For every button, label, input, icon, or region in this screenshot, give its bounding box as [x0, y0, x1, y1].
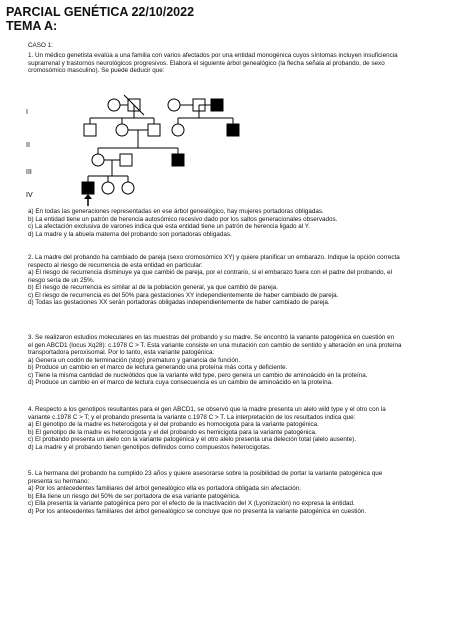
proband-arrow-icon — [84, 194, 92, 206]
q5-line: d) Por los antecedentes familiares del árbol genealógico se concluye que no presenta la variante patogénica en cuestión. — [28, 507, 367, 515]
individual-male-affected — [211, 99, 223, 111]
generation-label: II — [26, 142, 30, 149]
exam-title: PARCIAL GENÉTICA 22/10/2022 — [6, 5, 195, 19]
generation-label: I — [26, 109, 28, 116]
question-1-stem — [28, 42, 446, 75]
q2-line: 2. La madre del probando ha cambiado de pareja (sexo cromosómico XY) y quiere planificar un embarazo. Indique la opción correcta — [28, 254, 400, 261]
q5-line: b) Ella tiene un riesgo del 50% de ser portadora de esa variante patogénica. — [28, 492, 241, 500]
question-2 — [28, 254, 446, 307]
individual-male-affected — [227, 124, 239, 136]
individual-female-unaffected — [108, 99, 120, 111]
question-3 — [28, 334, 446, 387]
q5-line: c) Ella presenta la variante patogénica pero por el efecto de la inactivación del X (Lyonización) no expresa la entidad. — [28, 500, 355, 507]
q1-option-b: b) La entidad tiene un patrón de herencia autosómico recesivo dado por los saltos generacionales observados. — [28, 215, 338, 223]
question-4 — [28, 406, 446, 451]
individual-female-unaffected — [122, 182, 134, 194]
q1-line: 1. Un médico genetista evalúa a una familia con varios afectados por una entidad monogénica cuyos síntomas incluyen insuficiencia — [28, 52, 398, 59]
individual-female-unaffected — [102, 182, 114, 194]
q3-line: b) Produce un cambio en el marco de lectura generando una proteína más corta y deficiente. — [28, 364, 288, 371]
q2-line: riesgo sería de un 25%. — [28, 276, 95, 284]
individual-male-unaffected — [84, 124, 96, 136]
exam-subtitle: TEMA A: — [6, 19, 58, 33]
q5-line: presenta su hermano: — [28, 477, 90, 485]
individual-female-unaffected — [172, 124, 184, 136]
q3-line: a) Genera un codón de terminación (stop) prematuro y ganancia de función. — [28, 356, 241, 364]
q1-option-c: c) La afectación exclusiva de varones indica que esta entidad tiene un patrón de herencia ligado al Y. — [28, 223, 310, 230]
question-1-options — [28, 208, 446, 238]
individual-male-affected-proband — [82, 182, 94, 194]
q1-line: suprarrenal y trastornos neurológicos progresivos. Elabora el siguiente árbol genealógico (la flecha señala al probando, de sexo — [28, 59, 385, 67]
q2-line: c) El riesgo de recurrencia es del 50% para gestaciones XY independientemente de haber cambiado de pareja. — [28, 291, 339, 299]
q1-option-d: d) La madre y la abuela materna del probando son portadoras obligadas. — [28, 230, 232, 238]
q3-line: d) Produce un cambio en el marco de lectura cuya consecuencia es un cambio de aminoácido en la proteína. — [28, 379, 333, 386]
q3-line: 3. Se realizaron estudios moleculares en las muestras del probando y su madre. Se encontró la variante patogénica en cuestión en — [28, 334, 395, 341]
q5-line: a) Por los antecedentes familiares del árbol genealógico ella es portadora obligada sin afectación. — [28, 485, 302, 492]
q4-line: b) El genotipo de la madre es heterocigota y el del probando es hemicigota para la variante patogénica. — [28, 428, 317, 436]
individual-male-unaffected — [120, 154, 132, 166]
q3-line: el gen ABCD1 (locus Xq28): c.1978 C > T. Esta variante consiste en una mutación con cambio de sentido y alteración en una proteína — [28, 341, 402, 349]
pedigree-chart — [28, 92, 448, 222]
individual-female-unaffected — [168, 99, 180, 111]
individual-male-affected — [172, 154, 184, 166]
q1-option-a: a) En todas las generaciones representadas en ese árbol genealógico, hay mujeres portadoras obligadas. — [28, 208, 324, 215]
q2-line: b) El riesgo de recurrencia es similar al de la población general, ya que cambió de pareja. — [28, 284, 278, 291]
individual-female-unaffected — [92, 154, 104, 166]
individual-female-unaffected — [116, 124, 128, 136]
q1-line: cromosómico masculino). Se puede deducir que: — [28, 67, 165, 74]
question-5 — [28, 470, 446, 515]
q4-line: d) La madre y el probando tienen genotipos definidos como compuestos heterocigotas. — [28, 443, 271, 451]
q3-line: c) Tiene la misma cantidad de nucleótidos que la variante wild type, pero genera un cambio de aminoácido en la proteína. — [28, 371, 368, 379]
q2-line: a) El riesgo de recurrencia disminuye ya que cambió de pareja, por el contrario, si el embarazo fuera con el padre del probando, el — [28, 269, 393, 276]
generation-label: III — [26, 169, 32, 176]
q4-line: variante c.1978 C > T; y el probando presenta la variante c.1978 C > T. La interpretación de los resultados indica que: — [28, 413, 356, 421]
q5-line: 5. La hermana del probando ha cumplido 23 años y quiere asesorarse sobre la posibilidad de portar la variante patogénica que — [28, 470, 383, 477]
q2-line: respecto al riesgo de recurrencia de esta entidad en particular: — [28, 261, 203, 269]
q2-line: d) Todas las gestaciones XX serán portadoras obligadas independientemente de haber cambiado de pareja. — [28, 299, 330, 306]
generation-label: IV — [26, 192, 33, 199]
q4-line: a) El genotipo de la madre es heterocigota y el del probando es homocigota para la variante patogénica. — [28, 421, 319, 428]
case-label: CASO 1: — [28, 42, 53, 49]
q4-line: c) El probando presenta un alelo con la variante patogénica y el otro alelo presenta una deleción total (alelo ausente). — [28, 436, 357, 443]
q3-line: transportadora peroxisomal. Por lo tanto, esta variante patogénica: — [28, 349, 215, 356]
individual-male-unaffected — [148, 124, 160, 136]
q4-line: 4. Respecto a los genotipos resultantes para el gen ABCD1, se observó que la madre presenta un alelo wild type y el otro con la — [28, 406, 386, 413]
